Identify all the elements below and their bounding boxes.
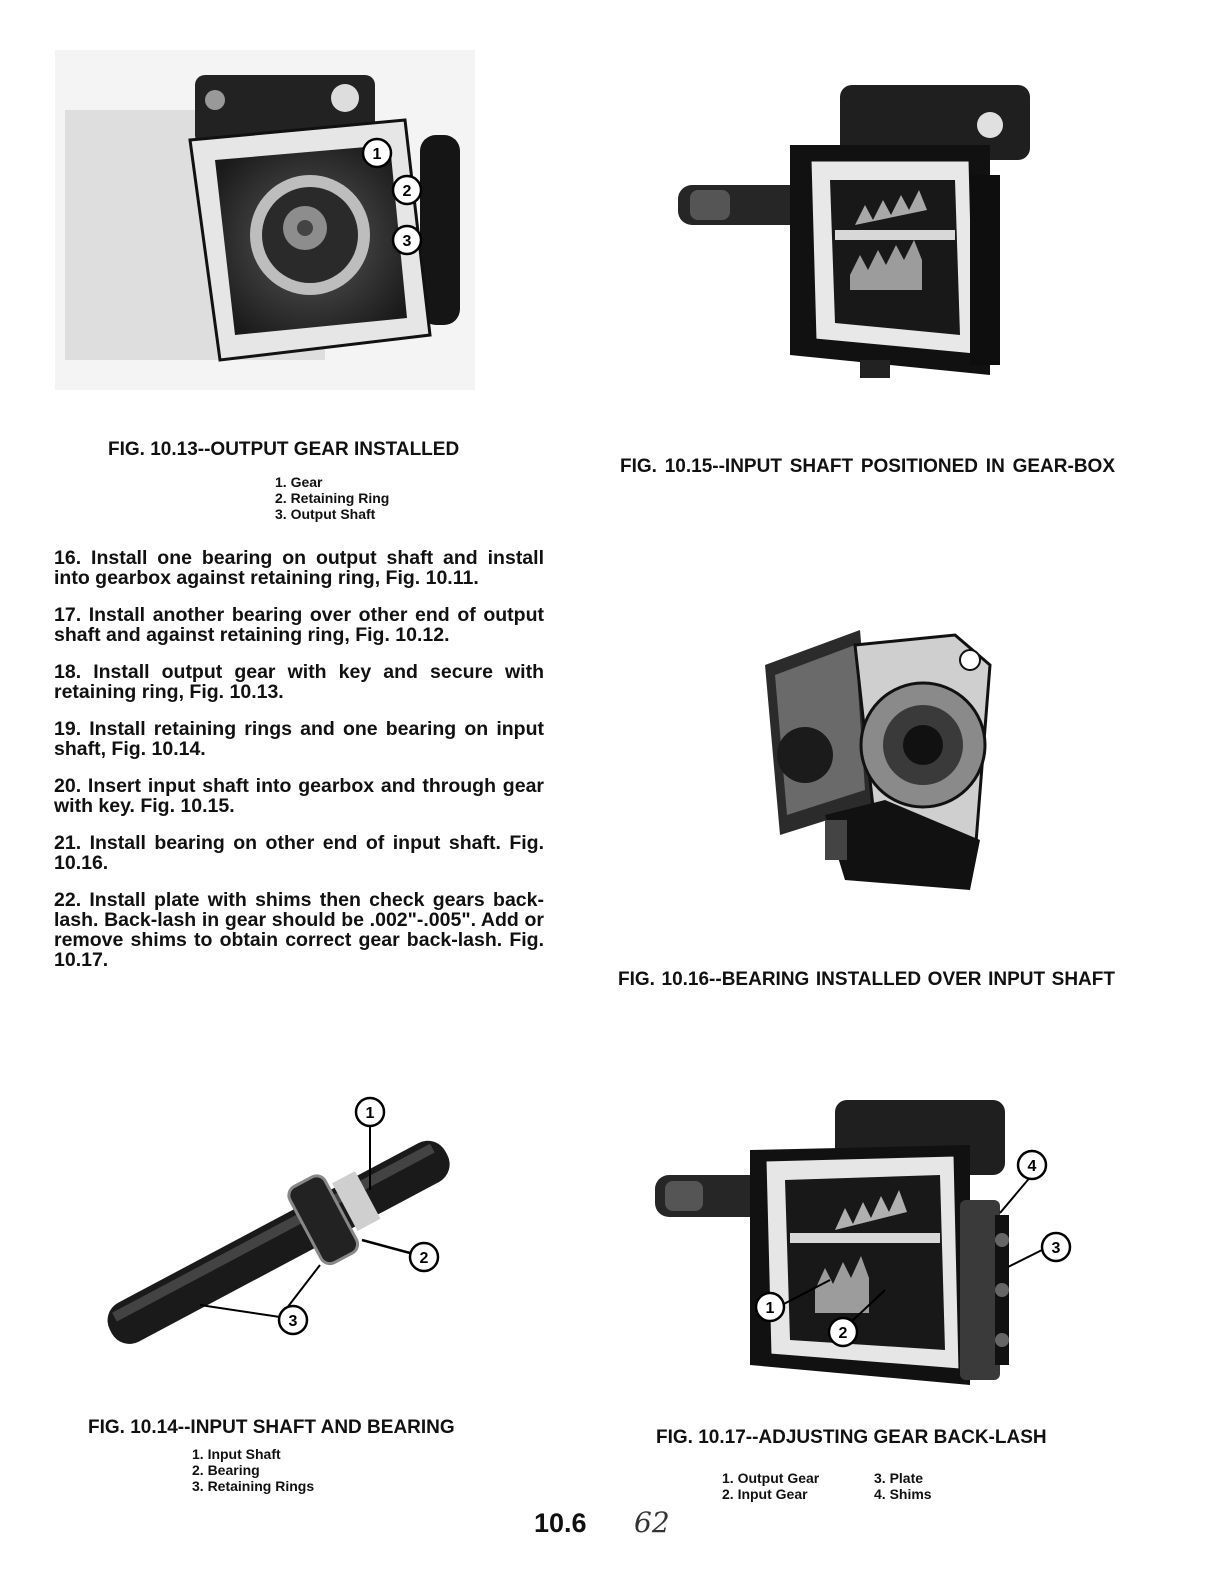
callout-1: 1 xyxy=(372,146,382,163)
fig-10-14-legend xyxy=(192,1446,314,1494)
step-20: 20. Insert input shaft into gearbox and through gear with key. Fig. 10.15. xyxy=(54,775,544,817)
callout-2: 2 xyxy=(838,1325,848,1342)
legend-item: 2. Retaining Ring xyxy=(275,490,390,506)
legend-item: 2. Bearing xyxy=(192,1462,260,1478)
step-21: 21. Install bearing on other end of input shaft. Fig. 10.16. xyxy=(54,832,544,874)
fig-10-17-legend-right xyxy=(874,1470,932,1502)
callout-2: 2 xyxy=(402,183,412,200)
fig-10-17-photo xyxy=(650,1095,1080,1390)
legend-item: 3. Retaining Rings xyxy=(192,1478,315,1494)
callout-3: 3 xyxy=(288,1313,298,1330)
legend-item: 1. Gear xyxy=(275,474,323,490)
fig-10-14-photo xyxy=(70,1095,490,1385)
fig-10-14-caption: FIG. 10.14--INPUT SHAFT AND BEARING xyxy=(88,1417,455,1438)
fig-10-16-caption: FIG. 10.16--BEARING INSTALLED OVER INPUT SHAFT xyxy=(618,969,1115,990)
legend-item: 2. Input Gear xyxy=(722,1486,808,1502)
callout-3: 3 xyxy=(1051,1240,1061,1257)
step-17: 17. Install another bearing over other end of output shaft and against retaining ring, Fig. 10.12. xyxy=(54,604,544,646)
callout-2: 2 xyxy=(419,1250,429,1267)
callout-3: 3 xyxy=(402,233,412,250)
page-number: 10.6 xyxy=(534,1508,587,1538)
fig-10-13-legend xyxy=(275,474,389,522)
fig-10-17-caption: FIG. 10.17--ADJUSTING GEAR BACK-LASH xyxy=(656,1427,1047,1448)
fig-10-16-photo xyxy=(725,625,1005,895)
fig-10-15-photo xyxy=(670,75,1050,385)
callout-1: 1 xyxy=(365,1105,375,1122)
fig-10-13-photo xyxy=(55,50,475,390)
legend-item: 4. Shims xyxy=(874,1486,932,1502)
legend-item: 1. Output Gear xyxy=(722,1470,820,1486)
step-16: 16. Install one bearing on output shaft and install into gearbox against retaining ring, Fig. 10.11. xyxy=(54,547,544,589)
legend-item: 3. Output Shaft xyxy=(275,506,376,522)
callout-4: 4 xyxy=(1027,1158,1037,1175)
step-22: 22. Install plate with shims then check gears back-lash. Back-lash in gear should be .002"-.005". Add or remove shims to obtain correct gear back-lash. Fig. 10.17. xyxy=(54,889,544,971)
instruction-steps xyxy=(54,548,544,987)
legend-item: 1. Input Shaft xyxy=(192,1446,281,1462)
legend-item: 3. Plate xyxy=(874,1470,924,1486)
fig-10-13-caption: FIG. 10.13--OUTPUT GEAR INSTALLED xyxy=(108,439,460,460)
handwritten-page-number: 62 xyxy=(634,1506,670,1539)
fig-10-17-legend-left xyxy=(722,1470,819,1502)
fig-10-15-caption: FIG. 10.15--INPUT SHAFT POSITIONED IN GEAR-BOX xyxy=(620,456,1115,477)
step-18: 18. Install output gear with key and secure with retaining ring, Fig. 10.13. xyxy=(54,661,544,703)
callout-1: 1 xyxy=(765,1300,775,1317)
step-19: 19. Install retaining rings and one bearing on input shaft, Fig. 10.14. xyxy=(54,718,544,760)
